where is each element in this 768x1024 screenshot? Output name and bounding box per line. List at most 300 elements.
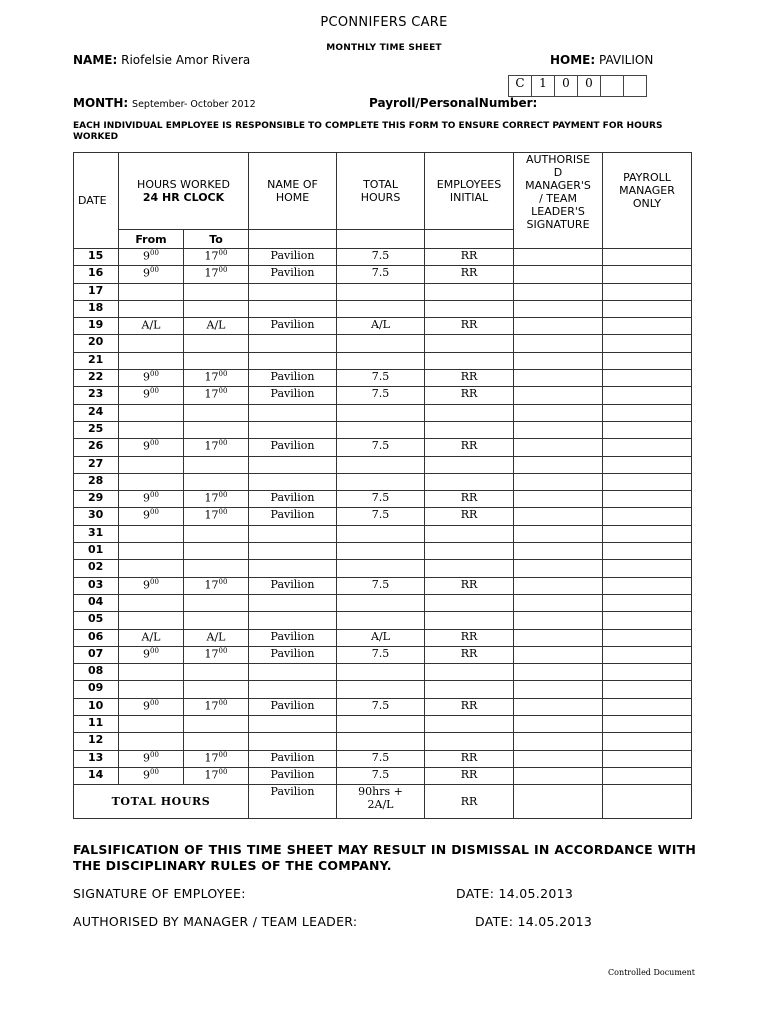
row-payroll <box>603 508 692 525</box>
row-from <box>119 283 184 300</box>
row-from <box>119 370 184 387</box>
row-initial: RR <box>425 508 514 525</box>
code-cell: 0 <box>555 76 578 97</box>
row-from-hour: 9 <box>143 370 151 384</box>
home-row <box>550 53 653 67</box>
table-row <box>74 525 692 542</box>
row-home: Pavilion <box>249 750 337 767</box>
table-row <box>74 473 692 490</box>
row-payroll <box>603 249 692 266</box>
total-manager-signature <box>514 785 603 819</box>
row-manager-signature <box>514 716 603 733</box>
row-manager-signature <box>514 456 603 473</box>
row-to <box>184 318 249 335</box>
row-to-hour: 17 <box>204 266 219 280</box>
table-row <box>74 283 692 300</box>
table-row <box>74 318 692 335</box>
row-from-hour: 9 <box>143 647 151 661</box>
row-to-minutes: 00 <box>218 646 228 655</box>
row-to <box>184 698 249 715</box>
row-payroll <box>603 456 692 473</box>
row-date: 20 <box>74 335 119 352</box>
table-row <box>74 716 692 733</box>
row-from <box>119 560 184 577</box>
row-initial <box>425 560 514 577</box>
row-from <box>119 750 184 767</box>
row-initial <box>425 335 514 352</box>
subheader-from: From <box>119 230 184 249</box>
table-row <box>74 698 692 715</box>
table-row <box>74 767 692 784</box>
row-from-minutes: 00 <box>150 750 159 759</box>
row-to <box>184 387 249 404</box>
row-manager-signature <box>514 421 603 438</box>
month-value: September- October 2012 <box>132 99 256 110</box>
month-row <box>73 96 256 110</box>
row-date: 02 <box>74 560 119 577</box>
row-initial: RR <box>425 439 514 456</box>
row-total: 7.5 <box>337 439 425 456</box>
row-from-hour: 9 <box>143 509 151 523</box>
table-row <box>74 750 692 767</box>
row-from-minutes: 00 <box>150 508 159 517</box>
row-total <box>337 664 425 681</box>
row-total <box>337 421 425 438</box>
row-total: 7.5 <box>337 370 425 387</box>
payroll-number-label: Payroll/PersonalNumber: <box>369 96 538 110</box>
row-from <box>119 577 184 594</box>
row-from <box>119 733 184 750</box>
row-payroll <box>603 335 692 352</box>
code-cell <box>601 76 624 97</box>
row-home: Pavilion <box>249 266 337 283</box>
subheader-blank <box>249 230 337 249</box>
header-manager-line: LEADER'S <box>531 205 585 218</box>
row-from-hour: 9 <box>143 768 151 782</box>
row-date: 11 <box>74 716 119 733</box>
row-total: 7.5 <box>337 508 425 525</box>
table-row <box>74 335 692 352</box>
row-initial <box>425 733 514 750</box>
row-to <box>184 681 249 698</box>
row-manager-signature <box>514 370 603 387</box>
row-date: 08 <box>74 664 119 681</box>
row-from-hour: 9 <box>143 388 151 402</box>
row-initial: RR <box>425 370 514 387</box>
header-employees-initial <box>425 153 514 230</box>
row-initial <box>425 594 514 611</box>
row-home <box>249 543 337 560</box>
header-hours-line2: 24 HR CLOCK <box>142 191 225 204</box>
row-total <box>337 283 425 300</box>
row-to-hour: 17 <box>204 491 219 505</box>
row-to <box>184 249 249 266</box>
row-to-minutes: 00 <box>218 767 228 776</box>
row-from <box>119 629 184 646</box>
row-total <box>337 543 425 560</box>
row-total: 7.5 <box>337 750 425 767</box>
row-initial <box>425 681 514 698</box>
row-to <box>184 750 249 767</box>
header-date: DATE <box>74 153 119 249</box>
table-row <box>74 439 692 456</box>
row-home <box>249 716 337 733</box>
company-name: PCONNIFERS CARE <box>320 15 448 30</box>
row-home: Pavilion <box>249 698 337 715</box>
row-to-hour: 17 <box>204 509 219 523</box>
row-manager-signature <box>514 404 603 421</box>
row-initial: RR <box>425 750 514 767</box>
table-row <box>74 249 692 266</box>
header-manager-signature <box>514 153 603 249</box>
header-manager-line: MANAGER'S <box>525 179 591 192</box>
row-home <box>249 594 337 611</box>
table-row <box>74 491 692 508</box>
row-total <box>337 716 425 733</box>
row-from-hour: 9 <box>143 491 151 505</box>
row-date: 13 <box>74 750 119 767</box>
row-from <box>119 612 184 629</box>
row-date: 14 <box>74 767 119 784</box>
row-total <box>337 404 425 421</box>
row-date: 30 <box>74 508 119 525</box>
row-date: 23 <box>74 387 119 404</box>
row-to <box>184 300 249 317</box>
row-manager-signature <box>514 318 603 335</box>
row-home: Pavilion <box>249 508 337 525</box>
table-row <box>74 352 692 369</box>
row-to <box>184 370 249 387</box>
row-from-hour: A/L <box>141 318 161 332</box>
row-manager-signature <box>514 698 603 715</box>
row-home <box>249 300 337 317</box>
row-total <box>337 733 425 750</box>
row-date: 17 <box>74 283 119 300</box>
row-initial <box>425 664 514 681</box>
row-home: Pavilion <box>249 767 337 784</box>
table-row <box>74 266 692 283</box>
row-from-minutes: 00 <box>150 577 159 586</box>
row-home <box>249 612 337 629</box>
row-payroll <box>603 750 692 767</box>
row-from-minutes: 00 <box>150 266 159 275</box>
row-manager-signature <box>514 439 603 456</box>
row-date: 18 <box>74 300 119 317</box>
header-hours-worked <box>119 153 249 230</box>
table-row <box>74 629 692 646</box>
row-to <box>184 767 249 784</box>
row-manager-signature <box>514 508 603 525</box>
row-home <box>249 456 337 473</box>
row-to <box>184 473 249 490</box>
row-from-minutes: 00 <box>150 646 159 655</box>
row-payroll <box>603 491 692 508</box>
row-home <box>249 404 337 421</box>
row-initial <box>425 543 514 560</box>
table-row <box>74 733 692 750</box>
row-total: 7.5 <box>337 387 425 404</box>
row-home: Pavilion <box>249 629 337 646</box>
row-from-hour: 9 <box>143 699 151 713</box>
row-payroll <box>603 698 692 715</box>
row-to <box>184 612 249 629</box>
row-to <box>184 352 249 369</box>
row-to-minutes: 00 <box>218 508 228 517</box>
row-date: 05 <box>74 612 119 629</box>
row-payroll <box>603 387 692 404</box>
row-home: Pavilion <box>249 318 337 335</box>
row-to-hour: 17 <box>204 647 219 661</box>
row-from <box>119 335 184 352</box>
row-date: 15 <box>74 249 119 266</box>
row-from-minutes: 00 <box>150 249 159 257</box>
authorised-date: DATE: 14.05.2013 <box>475 914 593 929</box>
row-from <box>119 646 184 663</box>
row-date: 01 <box>74 543 119 560</box>
row-to-hour: 17 <box>204 578 219 592</box>
row-home: Pavilion <box>249 577 337 594</box>
subheader-blank <box>425 230 514 249</box>
row-total: 7.5 <box>337 249 425 266</box>
row-to <box>184 404 249 421</box>
row-date: 25 <box>74 421 119 438</box>
row-to-minutes: 00 <box>218 698 228 707</box>
row-date: 31 <box>74 525 119 542</box>
table-row <box>74 543 692 560</box>
row-to-minutes: 00 <box>218 266 228 275</box>
row-payroll <box>603 646 692 663</box>
row-from-minutes: 00 <box>150 698 159 707</box>
header-initial-line1: EMPLOYEES <box>436 178 502 191</box>
row-to-minutes: 00 <box>218 387 228 396</box>
row-from <box>119 318 184 335</box>
instruction-text: EACH INDIVIDUAL EMPLOYEE IS RESPONSIBLE TO COMPLETE THIS FORM TO ENSURE CORRECT PAYMENT FOR HOURS WORKED <box>73 121 663 142</box>
row-to-minutes: 00 <box>218 491 228 500</box>
row-initial: RR <box>425 646 514 663</box>
header-manager-line: AUTHORISE <box>525 153 591 166</box>
row-date: 16 <box>74 266 119 283</box>
row-to-minutes: 00 <box>218 249 228 257</box>
row-to-hour: 17 <box>204 439 219 453</box>
total-hours-line2: 2A/L <box>367 798 394 812</box>
falsification-warning: FALSIFICATION OF THIS TIME SHEET MAY RESULT IN DISMISSAL IN ACCORDANCE WITH THE DISCIPLINARY RULES OF THE COMPANY. <box>73 842 696 873</box>
row-to <box>184 283 249 300</box>
name-label: NAME: <box>73 53 118 67</box>
row-initial: RR <box>425 249 514 266</box>
row-home <box>249 560 337 577</box>
table-row <box>74 646 692 663</box>
row-from-minutes: 00 <box>150 767 159 776</box>
row-from <box>119 300 184 317</box>
row-payroll <box>603 577 692 594</box>
row-total: 7.5 <box>337 646 425 663</box>
code-cell: C <box>509 76 532 97</box>
row-initial <box>425 525 514 542</box>
total-payroll <box>603 785 692 819</box>
code-cell <box>624 76 647 97</box>
row-date: 28 <box>74 473 119 490</box>
row-initial: RR <box>425 266 514 283</box>
row-manager-signature <box>514 733 603 750</box>
row-to-minutes: 00 <box>218 439 228 448</box>
row-to-hour: 17 <box>204 768 219 782</box>
row-initial <box>425 300 514 317</box>
header-payroll-line: PAYROLL <box>623 171 671 184</box>
row-home <box>249 664 337 681</box>
row-date: 21 <box>74 352 119 369</box>
row-initial: RR <box>425 387 514 404</box>
row-to <box>184 439 249 456</box>
table-row <box>74 421 692 438</box>
table-row <box>74 612 692 629</box>
table-row <box>74 560 692 577</box>
row-initial <box>425 404 514 421</box>
row-home <box>249 473 337 490</box>
row-home: Pavilion <box>249 370 337 387</box>
header-row <box>74 153 692 230</box>
row-from-minutes: 00 <box>150 439 159 448</box>
row-from-hour: 9 <box>143 751 151 765</box>
table-row <box>74 404 692 421</box>
row-initial <box>425 456 514 473</box>
row-from-hour: 9 <box>143 249 151 263</box>
row-payroll <box>603 612 692 629</box>
row-from <box>119 439 184 456</box>
row-to <box>184 456 249 473</box>
row-manager-signature <box>514 352 603 369</box>
row-to-hour: 17 <box>204 388 219 402</box>
row-manager-signature <box>514 266 603 283</box>
row-total <box>337 456 425 473</box>
row-initial: RR <box>425 629 514 646</box>
row-date: 29 <box>74 491 119 508</box>
row-from <box>119 543 184 560</box>
row-total: A/L <box>337 318 425 335</box>
row-manager-signature <box>514 681 603 698</box>
row-payroll <box>603 300 692 317</box>
total-hours-label: TOTAL HOURS <box>74 785 249 819</box>
row-from-hour: 9 <box>143 266 151 280</box>
row-from-hour: 9 <box>143 578 151 592</box>
header-manager-line: SIGNATURE <box>526 218 590 231</box>
employee-signature-date: DATE: 14.05.2013 <box>456 886 574 901</box>
row-from <box>119 525 184 542</box>
row-total <box>337 612 425 629</box>
form-subtitle: MONTHLY TIME SHEET <box>326 43 442 53</box>
row-payroll <box>603 664 692 681</box>
time-sheet-rows <box>74 249 692 785</box>
row-home <box>249 525 337 542</box>
row-payroll <box>603 318 692 335</box>
row-home <box>249 283 337 300</box>
table-row <box>74 508 692 525</box>
row-from-minutes: 00 <box>150 370 159 379</box>
home-label: HOME: <box>550 53 596 67</box>
row-total: 7.5 <box>337 577 425 594</box>
row-home: Pavilion <box>249 439 337 456</box>
row-payroll <box>603 439 692 456</box>
row-payroll <box>603 629 692 646</box>
row-to <box>184 733 249 750</box>
row-payroll <box>603 404 692 421</box>
row-manager-signature <box>514 594 603 611</box>
row-date: 06 <box>74 629 119 646</box>
employee-signature-label: SIGNATURE OF EMPLOYEE: <box>73 886 246 901</box>
row-manager-signature <box>514 300 603 317</box>
row-from <box>119 594 184 611</box>
table-row <box>74 577 692 594</box>
row-initial <box>425 716 514 733</box>
row-to-hour: 17 <box>204 699 219 713</box>
row-initial <box>425 473 514 490</box>
row-to <box>184 646 249 663</box>
row-date: 09 <box>74 681 119 698</box>
row-to-minutes: 00 <box>218 750 228 759</box>
row-date: 24 <box>74 404 119 421</box>
row-home: Pavilion <box>249 646 337 663</box>
row-to <box>184 629 249 646</box>
row-from <box>119 664 184 681</box>
row-manager-signature <box>514 629 603 646</box>
row-to <box>184 421 249 438</box>
row-from <box>119 421 184 438</box>
row-to <box>184 266 249 283</box>
row-total <box>337 352 425 369</box>
row-home <box>249 421 337 438</box>
row-to-hour: 17 <box>204 249 219 263</box>
row-total <box>337 560 425 577</box>
row-home: Pavilion <box>249 387 337 404</box>
row-from-minutes: 00 <box>150 387 159 396</box>
code-cell: 1 <box>532 76 555 97</box>
row-payroll <box>603 560 692 577</box>
row-from <box>119 508 184 525</box>
row-to <box>184 716 249 733</box>
row-to <box>184 560 249 577</box>
row-total <box>337 681 425 698</box>
row-payroll <box>603 370 692 387</box>
row-to <box>184 335 249 352</box>
row-from-hour: A/L <box>141 630 161 644</box>
row-to <box>184 508 249 525</box>
header-payroll-line: ONLY <box>632 197 662 210</box>
row-manager-signature <box>514 335 603 352</box>
row-total <box>337 525 425 542</box>
subheader-to: To <box>184 230 249 249</box>
row-manager-signature <box>514 491 603 508</box>
row-total: 7.5 <box>337 266 425 283</box>
row-payroll <box>603 421 692 438</box>
row-date: 26 <box>74 439 119 456</box>
total-initial: RR <box>425 785 514 819</box>
row-from-minutes: 00 <box>150 491 159 500</box>
row-manager-signature <box>514 612 603 629</box>
row-total: A/L <box>337 629 425 646</box>
row-payroll <box>603 283 692 300</box>
row-manager-signature <box>514 664 603 681</box>
row-to-hour: 17 <box>204 751 219 765</box>
row-payroll <box>603 681 692 698</box>
row-total: 7.5 <box>337 491 425 508</box>
table-row <box>74 370 692 387</box>
row-home: Pavilion <box>249 249 337 266</box>
employee-name: Riofelsie Amor Rivera <box>121 53 251 67</box>
time-sheet-table <box>73 152 692 819</box>
row-from <box>119 266 184 283</box>
row-initial <box>425 421 514 438</box>
row-to <box>184 594 249 611</box>
row-initial <box>425 283 514 300</box>
